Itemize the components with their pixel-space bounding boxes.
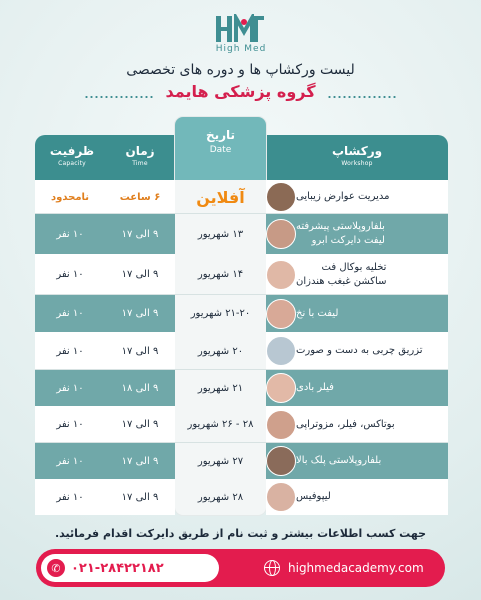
workshop-cell [266, 443, 448, 479]
highmed-logo [210, 14, 272, 60]
workshop-thumbnail [266, 446, 296, 476]
globe-icon [264, 560, 280, 576]
page-title: گروه پزشکی هایمد [165, 82, 316, 101]
header-workshop [268, 135, 446, 180]
time-cell: ۹ الی ۱۷ [121, 269, 159, 280]
workshop-name: فیلر بادی [296, 382, 334, 393]
table-row [35, 254, 448, 295]
header-time [107, 135, 173, 180]
table-row [35, 295, 448, 332]
workshop-cell [266, 370, 448, 406]
date-cell: ۲۷ شهریور [197, 455, 244, 467]
workshop-thumbnail [266, 260, 296, 290]
date-cell: ۱۴ شهریور [197, 269, 244, 280]
header-capacity-en: Capacity [58, 160, 86, 167]
workshop-thumbnail [266, 410, 296, 440]
table-row [35, 370, 448, 406]
phone-button[interactable] [41, 554, 219, 582]
table-row [35, 180, 448, 214]
workshop-cell [266, 406, 448, 443]
phone-number: ۰۲۱-۲۸۴۲۲۱۸۲ [71, 560, 164, 576]
time-cell: ۶ ساعت [119, 191, 161, 203]
workshop-name: مدیریت عوارض زیبایی [296, 191, 390, 202]
date-cell: ۲۱-۲۰ شهریور [190, 308, 251, 319]
workshop-thumbnail [266, 373, 296, 403]
table-row [35, 332, 448, 370]
date-cell: ۲۸ شهریور [197, 491, 244, 503]
capacity-cell: ۱۰ نفر [56, 382, 84, 394]
capacity-cell: ۱۰ نفر [56, 491, 84, 503]
workshop-thumbnail [266, 299, 296, 329]
table-row [35, 479, 448, 515]
header-capacity-fa: ظرفیت [49, 144, 95, 158]
workshop-cell [266, 180, 448, 214]
logo-mark-icon [214, 14, 268, 44]
workshop-name: لیپوفیس [296, 491, 331, 502]
page-subtitle: لیست ورکشاپ ها و دوره های تخصصی [126, 62, 355, 78]
header-time-fa: زمان [125, 144, 155, 158]
date-cell: آفلاین [196, 187, 245, 207]
workshop-thumbnail [266, 182, 296, 212]
capacity-cell: نامحدود [50, 191, 90, 203]
dotted-divider-right [327, 96, 397, 98]
dotted-divider-left [84, 96, 154, 98]
time-cell: ۹ الی ۱۷ [121, 345, 159, 357]
capacity-cell: ۱۰ نفر [56, 269, 84, 280]
website-link[interactable] [264, 549, 424, 587]
header-date [175, 117, 266, 180]
workshop-cell [266, 254, 448, 295]
workshop-name: تزریق چربی به دست و صورت [296, 345, 423, 356]
table-row [35, 443, 448, 479]
time-cell: ۹ الی ۱۷ [121, 419, 159, 430]
header-date-en: Date [209, 145, 232, 155]
date-cell: ۲۰ شهریور [197, 345, 244, 357]
header-capacity [37, 135, 107, 180]
workshop-name: بلفاروپلاستی پلک بالا [296, 455, 382, 466]
capacity-cell: ۱۰ نفر [56, 228, 84, 240]
header-workshop-fa: ورکشاپ [331, 144, 383, 158]
date-cell: ۲۱ شهریور [197, 382, 244, 394]
date-cell: ۲۸ - ۲۶ شهریور [187, 419, 254, 430]
table-row [35, 214, 448, 254]
workshop-name: تخلیه بوکال فت ساکشن غبغب هندزان [296, 261, 387, 287]
time-cell: ۹ الی ۱۷ [121, 455, 159, 467]
capacity-cell: ۱۰ نفر [56, 419, 84, 430]
workshop-cell [266, 479, 448, 515]
capacity-cell: ۱۰ نفر [56, 345, 84, 357]
time-cell: ۹ الی ۱۷ [121, 228, 159, 240]
workshop-name: لیفت با نخ [296, 307, 339, 319]
website-text: highmedacademy.com [288, 561, 424, 575]
capacity-cell: ۱۰ نفر [56, 308, 84, 319]
time-cell: ۹ الی ۱۷ [121, 491, 159, 503]
capacity-cell: ۱۰ نفر [56, 455, 84, 467]
phone-icon: ✆ [47, 559, 65, 577]
workshop-thumbnail [266, 219, 296, 249]
header-date-fa: تاریخ [205, 128, 236, 142]
workshop-cell [266, 295, 448, 332]
workshop-cell [266, 332, 448, 370]
date-cell: ۱۳ شهریور [197, 228, 244, 240]
workshop-table [35, 117, 448, 515]
time-cell: ۹ الی ۱۸ [121, 382, 159, 394]
time-cell: ۹ الی ۱۷ [121, 308, 159, 319]
table-row [35, 406, 448, 443]
contact-note: جهت کسب اطلاعات بیشتر و ثبت نام از طریق دایرکت اقدام فرمائید. [54, 527, 427, 540]
header-workshop-en: Workshop [341, 160, 373, 167]
header-time-en: Time [132, 160, 148, 167]
workshop-cell [266, 214, 448, 254]
workshop-thumbnail [266, 336, 296, 366]
workshop-name: بوتاکس، فیلر، مزوتراپی [296, 418, 395, 430]
contact-bar [36, 549, 445, 587]
workshop-name: بلفاروپلاستی پیشرفته لیفت دایرکت ابرو [296, 221, 385, 246]
workshop-thumbnail [266, 482, 296, 512]
logo-text: High Med [215, 44, 267, 54]
